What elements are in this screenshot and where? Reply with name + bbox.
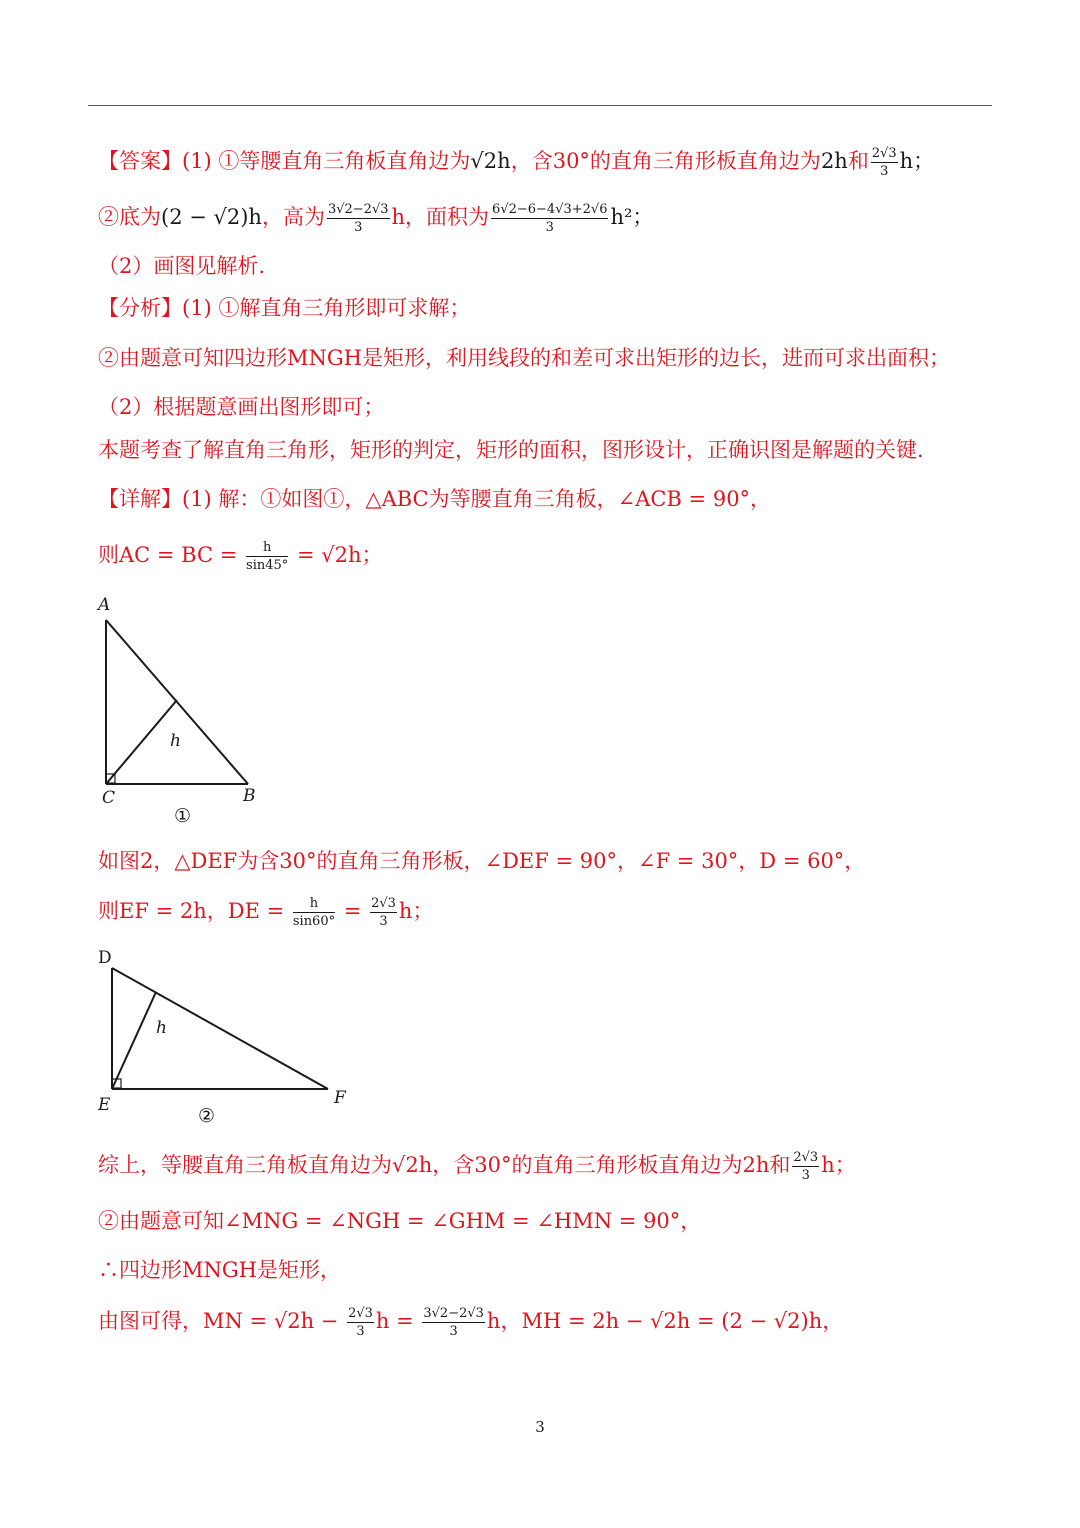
vertex-d-label: D — [98, 948, 112, 968]
detail-line-2: 则AC = BC = $\frac{h}{\sin 45^\circ}$ = √2h； — [98, 540, 383, 573]
figure-1-number: ① — [174, 805, 192, 827]
analysis-line-4: 本题考查了解直角三角形，矩形的判定，矩形的面积，图形设计，正确识图是解题的关键. — [98, 438, 924, 462]
analysis-line-2: ②由题意可知四边形MNGH是矩形，利用线段的和差可求出矩形的边长，进而可求出面积； — [98, 346, 950, 370]
analysis-line-3: （2）根据题意画出图形即可； — [98, 395, 385, 419]
detail-line-4: 则EF = 2h，DE = $\frac{h}{\sin 60^\circ}$ = $\frac{2√3}{3}$ h； — [98, 896, 434, 929]
height-fraction: $\frac{3√2-2√3}{3}$ — [327, 202, 389, 235]
side-df — [112, 968, 328, 1089]
answer-line-1: 【答案】(1) ①等腰直角三角板直角边为√2h，含30°的直角三角形板直角边为2h和 $\frac{2√3}{3}$ h； — [98, 146, 935, 179]
figure-1-isosceles-right-triangle — [90, 592, 290, 832]
altitude-label: h — [156, 1018, 167, 1038]
fraction-mn: $\frac{3√2-2√3}{3}$ — [423, 1306, 484, 1339]
vertex-e-label: E — [98, 1095, 111, 1115]
fraction-2r3: $\frac{2√3}{3}$ — [793, 1150, 819, 1183]
analysis-line-1: 【分析】(1) ①解直角三角形即可求解； — [98, 296, 471, 320]
page-number: 3 — [535, 1418, 545, 1436]
fraction-2r3: $\frac{2√3}{3}$ — [371, 896, 396, 929]
detail-line-7: ∴四边形MNGH是矩形， — [98, 1258, 341, 1282]
vertex-a-label: A — [98, 595, 111, 615]
detail-line-8: 由图可得，MN = √2h − $\frac{2√3}{3}$ h = $\frac{3√2-2√3}{3}$ h，MH = 2h − √2h = (2 − √2)h， — [98, 1306, 844, 1339]
answer-line-3: （2）画图见解析. — [98, 254, 266, 278]
altitude-label: h — [170, 731, 181, 751]
figure-2-30-60-90-triangle — [90, 945, 370, 1130]
answer-line-2: ②底为(2 − √2)h，高为 $\frac{3√2-2√3}{3}$ h，面积为 $\frac{6√2-6-4√3+2√6}{3}$ h²； — [98, 202, 654, 235]
detail-line-3: 如图2，△DEF为含30°的直角三角形板，∠DEF = 90°，∠F = 30°，D = 60°， — [98, 849, 866, 873]
fraction-h-sin60: $\frac{h}{\sin 60^\circ}$ — [292, 896, 336, 929]
altitude-h — [112, 992, 156, 1089]
vertex-c-label: C — [102, 788, 116, 808]
detail-line-1: 【详解】(1) 解：①如图①，△ABC为等腰直角三角板，∠ACB = 90°， — [98, 487, 772, 511]
detail-line-5: 综上，等腰直角三角板直角边为√2h，含30°的直角三角形板直角边为2h和 $\frac{2√3}{3}$ h； — [98, 1150, 856, 1183]
detail-line-6: ②由题意可知∠MNG = ∠NGH = ∠GHM = ∠HMN = 90°， — [98, 1209, 702, 1233]
figure-2-number: ② — [198, 1105, 216, 1127]
vertex-b-label: B — [243, 786, 256, 806]
header-rule — [88, 105, 992, 106]
fraction: $\frac{2√3}{3}$ — [871, 146, 897, 179]
vertex-f-label: F — [334, 1088, 346, 1108]
fraction-h-sin45: $\frac{h}{\sin 45^\circ}$ — [246, 540, 289, 573]
altitude-h — [106, 700, 177, 784]
area-fraction: $\frac{6√2-6-4√3+2√6}{3}$ — [492, 202, 608, 235]
fraction-2r3: $\frac{2√3}{3}$ — [348, 1306, 373, 1339]
